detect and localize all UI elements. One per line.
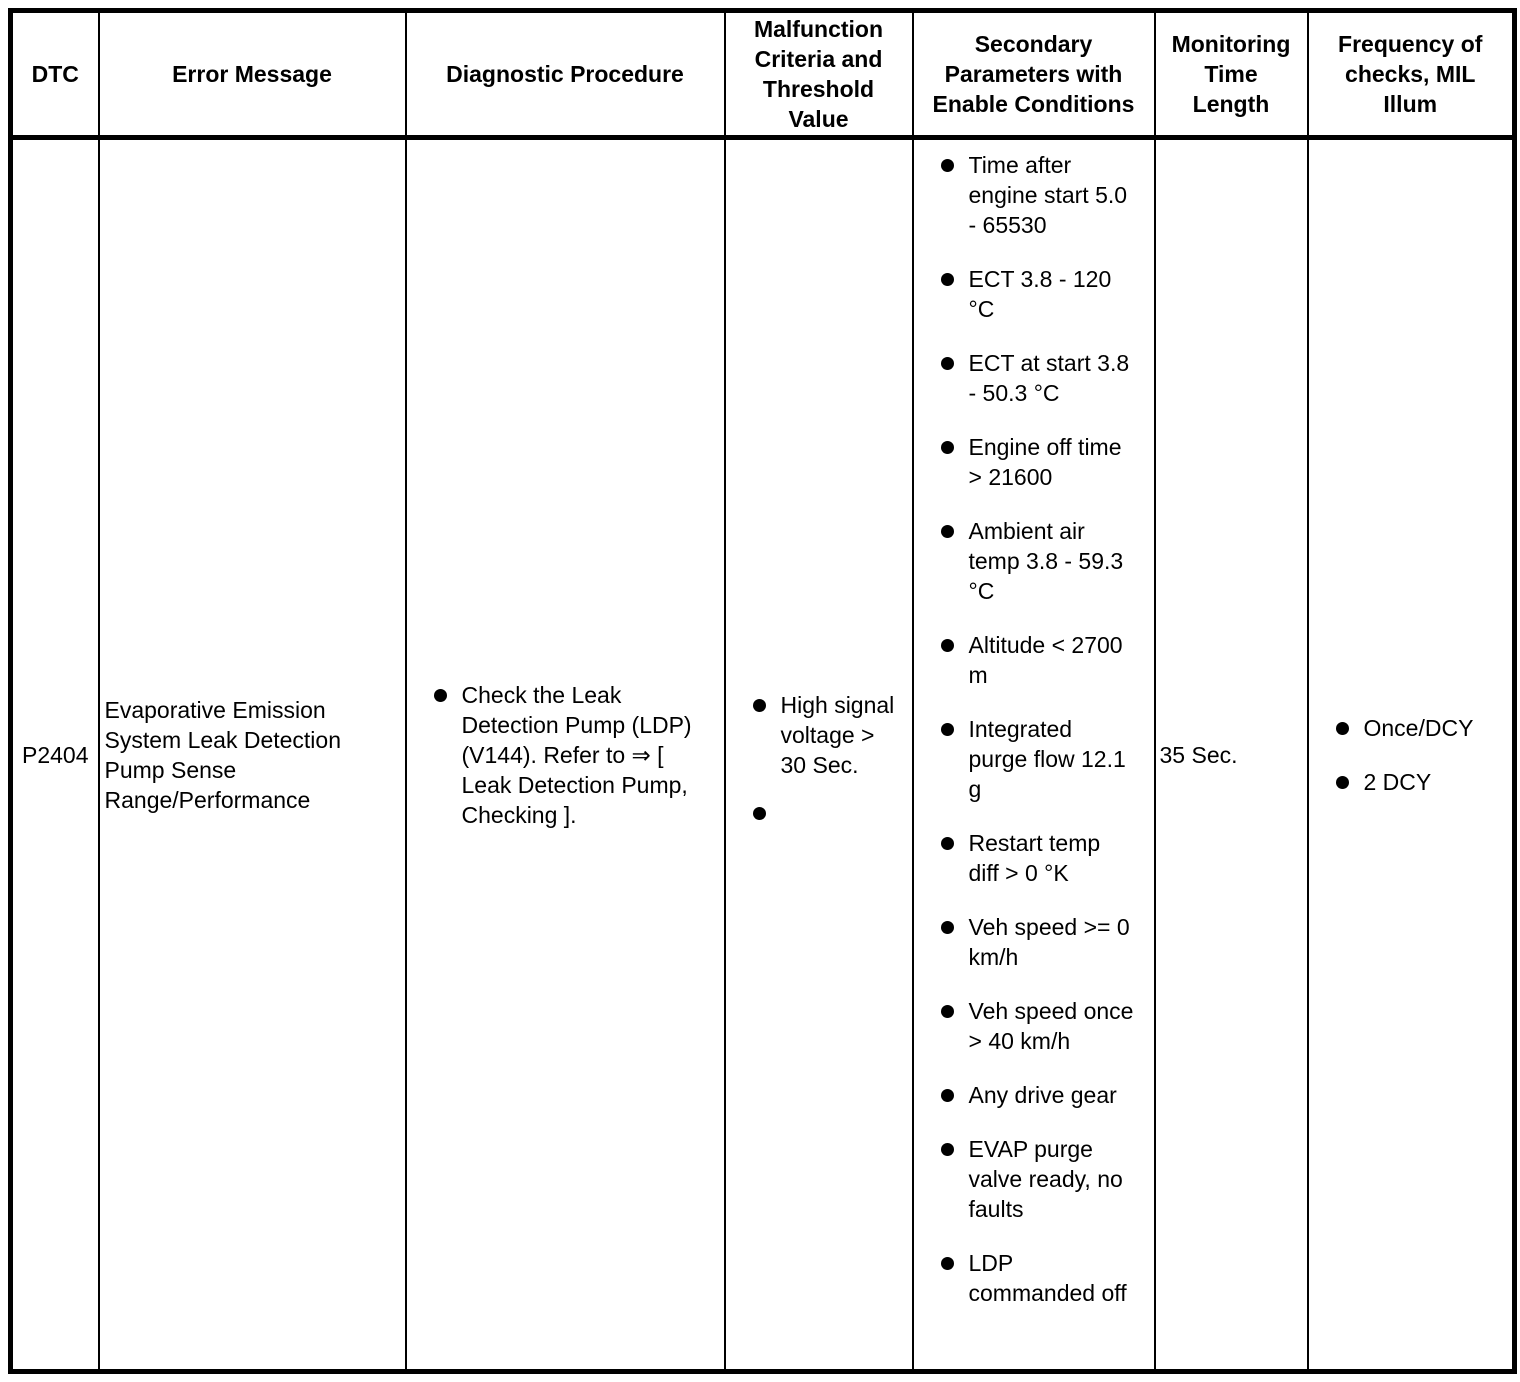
malfunction-criteria-text: High signal voltage > 30 Sec.: [780, 691, 895, 778]
table-header-row: [11, 11, 1515, 138]
bullet-icon: [941, 273, 954, 286]
monitoring-time-text: 35 Sec.: [1159, 741, 1238, 768]
table-row: [11, 138, 1515, 1372]
list-item: [1336, 713, 1513, 743]
column-header-malfunction-criteria: Malfunction Criteria and Threshold Value: [725, 11, 913, 138]
list-item: [753, 798, 912, 820]
bullet-icon: [753, 807, 766, 820]
secondary-parameter-text: ECT 3.8 - 120 °C: [968, 266, 1112, 322]
malfunction-criteria-text: [781, 798, 901, 820]
frequency-text: Once/DCY: [1363, 714, 1474, 741]
list-item: [753, 690, 912, 780]
secondary-parameter-text: Veh speed once > 40 km/h: [968, 998, 1134, 1054]
secondary-parameter-text: Engine off time > 21600: [968, 434, 1122, 490]
bullet-icon: [941, 723, 954, 736]
list-item: [1336, 767, 1513, 797]
secondary-parameter-text: ECT at start 3.8 - 50.3 °C: [968, 350, 1130, 406]
column-header-dtc: DTC: [11, 11, 99, 138]
bullet-icon: [753, 699, 766, 712]
frequency-text: 2 DCY: [1363, 768, 1432, 795]
secondary-parameter-text: Time after engine start 5.0 - 65530: [968, 152, 1128, 238]
malfunction-criteria-list: [726, 690, 912, 820]
diagnostic-procedure-list: [407, 680, 724, 830]
bullet-icon: [941, 1257, 954, 1270]
error-message-text: Evaporative Emission System Leak Detection Pump Sense Range/Performance: [104, 696, 342, 813]
column-header-frequency: Frequency of checks, MIL Illum: [1308, 11, 1515, 138]
cell-error-message: [99, 138, 406, 1372]
list-item: [941, 432, 1154, 492]
bullet-icon: [941, 1005, 954, 1018]
bullet-icon: [941, 357, 954, 370]
list-item: [434, 680, 724, 830]
secondary-parameter-text: Integrated purge flow 12.1 g: [968, 716, 1126, 802]
list-item: [941, 348, 1154, 408]
list-item: [941, 996, 1154, 1056]
column-header-error-message: Error Message: [99, 11, 406, 138]
bullet-icon: [941, 1089, 954, 1102]
bullet-icon: [941, 159, 954, 172]
secondary-parameter-text: Veh speed >= 0 km/h: [968, 914, 1130, 970]
bullet-icon: [941, 441, 954, 454]
cell-malfunction-criteria: [725, 138, 913, 1372]
dtc-code: P2404: [21, 741, 89, 768]
bullet-icon: [1336, 722, 1349, 735]
cell-frequency: [1308, 138, 1515, 1372]
list-item: [941, 714, 1154, 804]
secondary-parameter-text: Any drive gear: [968, 1082, 1117, 1108]
bullet-icon: [941, 525, 954, 538]
list-item: [941, 1248, 1154, 1308]
list-item: [941, 516, 1154, 606]
list-item: [941, 912, 1154, 972]
list-item: [941, 150, 1154, 240]
secondary-parameter-text: Ambient air temp 3.8 - 59.3 °C: [968, 518, 1124, 604]
bullet-icon: [434, 689, 447, 702]
secondary-parameter-text: LDP commanded off: [968, 1250, 1127, 1306]
diagnostic-step-text: Check the Leak Detection Pump (LDP) (V144). Refer to ⇒ [ Leak Detection Pump, Checking ].: [461, 681, 692, 828]
bullet-icon: [941, 1143, 954, 1156]
bullet-icon: [941, 921, 954, 934]
bullet-icon: [1336, 776, 1349, 789]
column-header-diagnostic-procedure: Diagnostic Procedure: [406, 11, 725, 138]
bullet-icon: [941, 837, 954, 850]
dtc-table: [8, 8, 1517, 1374]
list-item: [941, 630, 1154, 690]
secondary-parameter-text: Restart temp diff > 0 °K: [968, 830, 1101, 886]
secondary-parameters-list: [914, 150, 1154, 1308]
column-header-monitoring-time: Monitoring Time Length: [1155, 11, 1308, 138]
cell-secondary-parameters: [913, 138, 1155, 1372]
cell-monitoring-time: [1155, 138, 1308, 1372]
list-item: [941, 1134, 1154, 1224]
column-header-secondary-parameters: Secondary Parameters with Enable Conditions: [913, 11, 1155, 138]
cell-diagnostic-procedure: [406, 138, 725, 1372]
secondary-parameter-text: Altitude < 2700 m: [968, 632, 1123, 688]
secondary-parameter-text: EVAP purge valve ready, no faults: [968, 1136, 1123, 1222]
frequency-list: [1309, 713, 1513, 797]
bullet-icon: [941, 639, 954, 652]
cell-dtc-code: [11, 138, 99, 1372]
list-item: [941, 264, 1154, 324]
list-item: [941, 828, 1154, 888]
list-item: [941, 1080, 1154, 1110]
